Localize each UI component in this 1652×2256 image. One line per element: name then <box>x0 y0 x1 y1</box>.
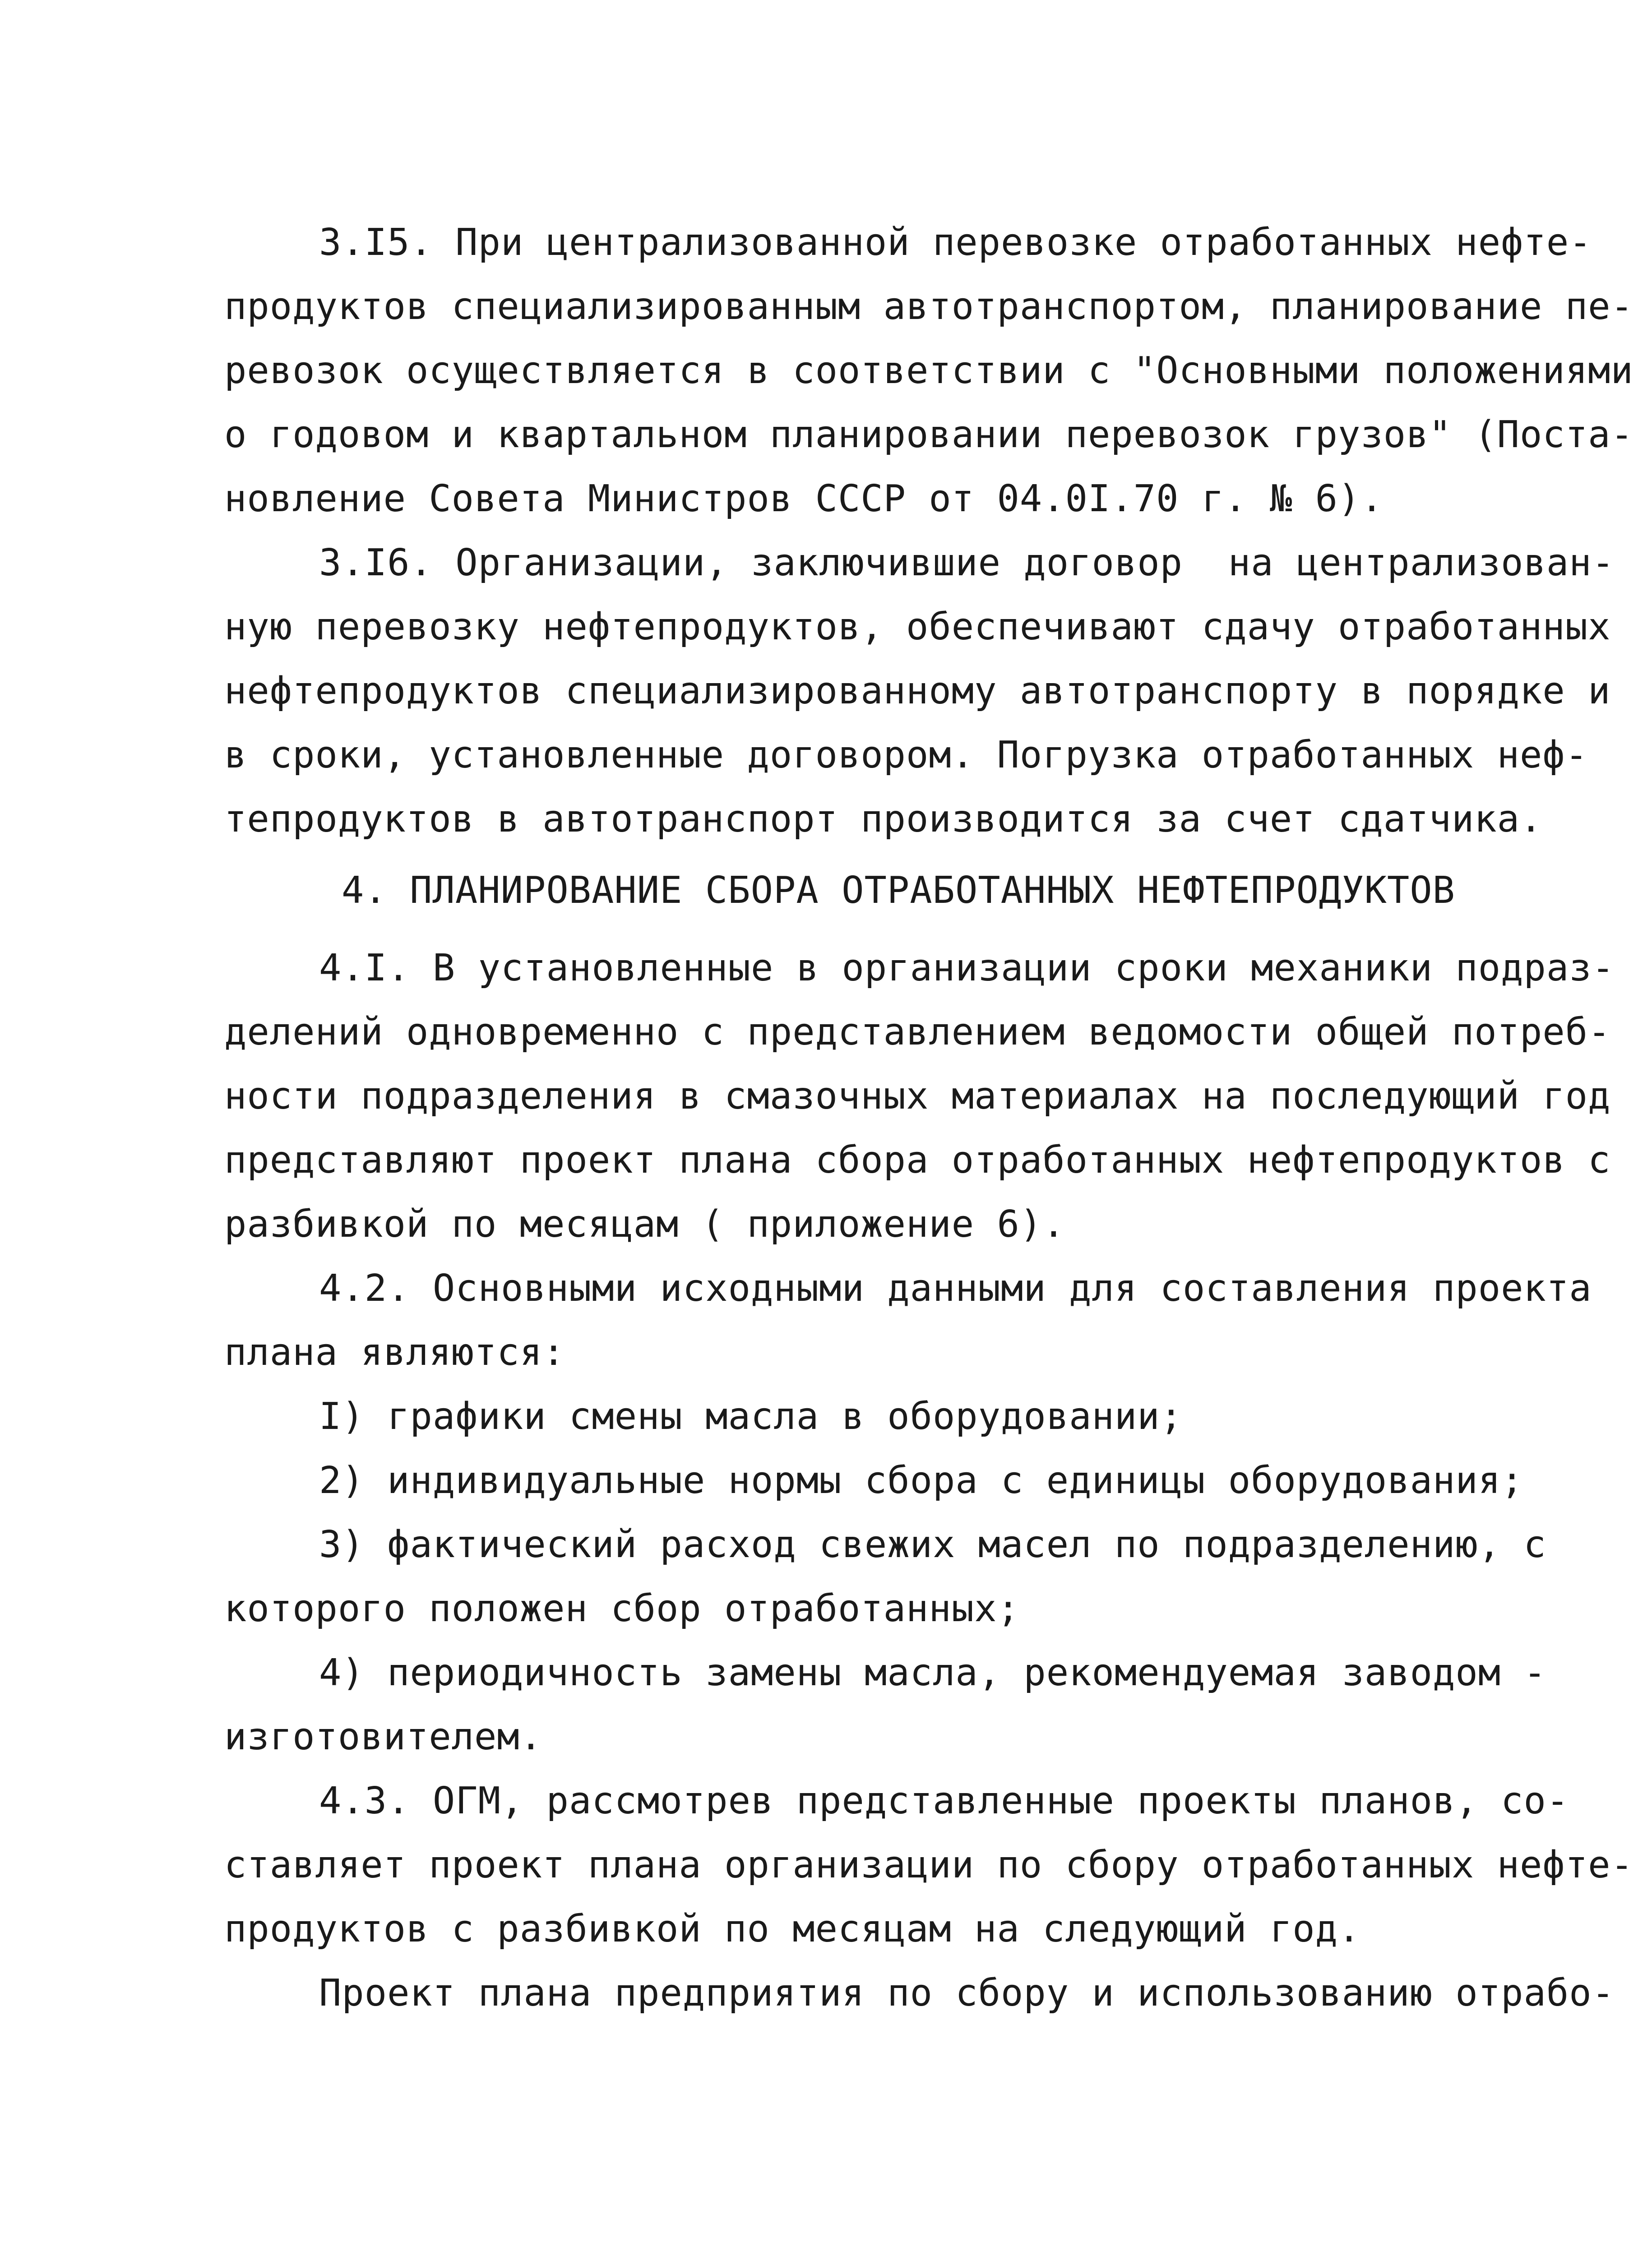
list-item-4-line-2: изготовителем. <box>224 1715 543 1758</box>
paragraph-3-15-line-1: 3.I5. При централизованной перевозке отработанных нефте- <box>319 221 1592 264</box>
paragraph-4-1-line-4: представляют проект плана сбора отработанных нефтепродуктов с <box>224 1139 1611 1182</box>
list-item-2: 2) индивидуальные нормы сбора с единицы оборудования; <box>319 1459 1524 1502</box>
list-item-3-line-2: которого положен сбор отработанных; <box>224 1587 1020 1630</box>
paragraph-3-15-line-5: новление Совета Министров СССР от 04.0I.70 г. № 6). <box>224 477 1384 520</box>
paragraph-4-3-line-2: ставляет проект плана организации по сбору отработанных нефте- <box>224 1844 1633 1886</box>
paragraph-4-3-line-1: 4.3. ОГМ, рассмотрев представленные проекты планов, со- <box>319 1780 1569 1822</box>
paragraph-4-1-line-5: разбивкой по месяцам ( приложение 6). <box>224 1203 1065 1246</box>
paragraph-3-15-line-2: продуктов специализированным автотранспортом, планирование пе- <box>224 285 1633 328</box>
paragraph-4-1-line-2: делений одновременно с представлением ведомости общей потреб- <box>224 1011 1611 1054</box>
paragraph-3-16-line-2: ную перевозку нефтепродуктов, обеспечивают сдачу отработанных <box>224 606 1611 648</box>
paragraph-project-plan-line-1: Проект плана предприятия по сбору и использованию отрабо- <box>319 1972 1615 2015</box>
paragraph-4-2-line-2: плана являются: <box>224 1331 565 1374</box>
paragraph-4-3-line-3: продуктов с разбивкой по месяцам на следующий год. <box>224 1908 1361 1951</box>
paragraph-3-15-line-3: ревозок осуществляется в соответствии с "Основными положениями <box>224 349 1633 392</box>
section-4-heading: 4. ПЛАНИРОВАНИЕ СБОРА ОТРАБОТАННЫХ НЕФТЕПРОДУКТОВ <box>342 869 1456 912</box>
list-item-1: I) графики смены масла в оборудовании; <box>319 1395 1183 1438</box>
paragraph-3-16-line-4: в сроки, установленные договором. Погрузка отработанных неф- <box>224 734 1588 777</box>
paragraph-4-1-line-1: 4.I. В установленные в организации сроки механики подраз- <box>319 947 1615 989</box>
paragraph-3-16-line-1: 3.I6. Организации, заключившие договор на централизован- <box>319 541 1615 584</box>
paragraph-4-1-line-3: ности подразделения в смазочных материалах на последующий год <box>224 1075 1611 1118</box>
list-item-3-line-1: 3) фактический расход свежих масел по подразделению, с <box>319 1523 1546 1566</box>
paragraph-3-16-line-5: тепродуктов в автотранспорт производится за счет сдатчика. <box>224 798 1543 841</box>
paragraph-4-2-line-1: 4.2. Основными исходными данными для составления проекта <box>319 1267 1592 1310</box>
list-item-4-line-1: 4) периодичность замены масла, рекомендуемая заводом - <box>319 1651 1546 1694</box>
paragraph-3-15-line-4: о годовом и квартальном планировании перевозок грузов" (Поста- <box>224 413 1633 456</box>
paragraph-3-16-line-3: нефтепродуктов специализированному автотранспорту в порядке и <box>224 670 1611 712</box>
